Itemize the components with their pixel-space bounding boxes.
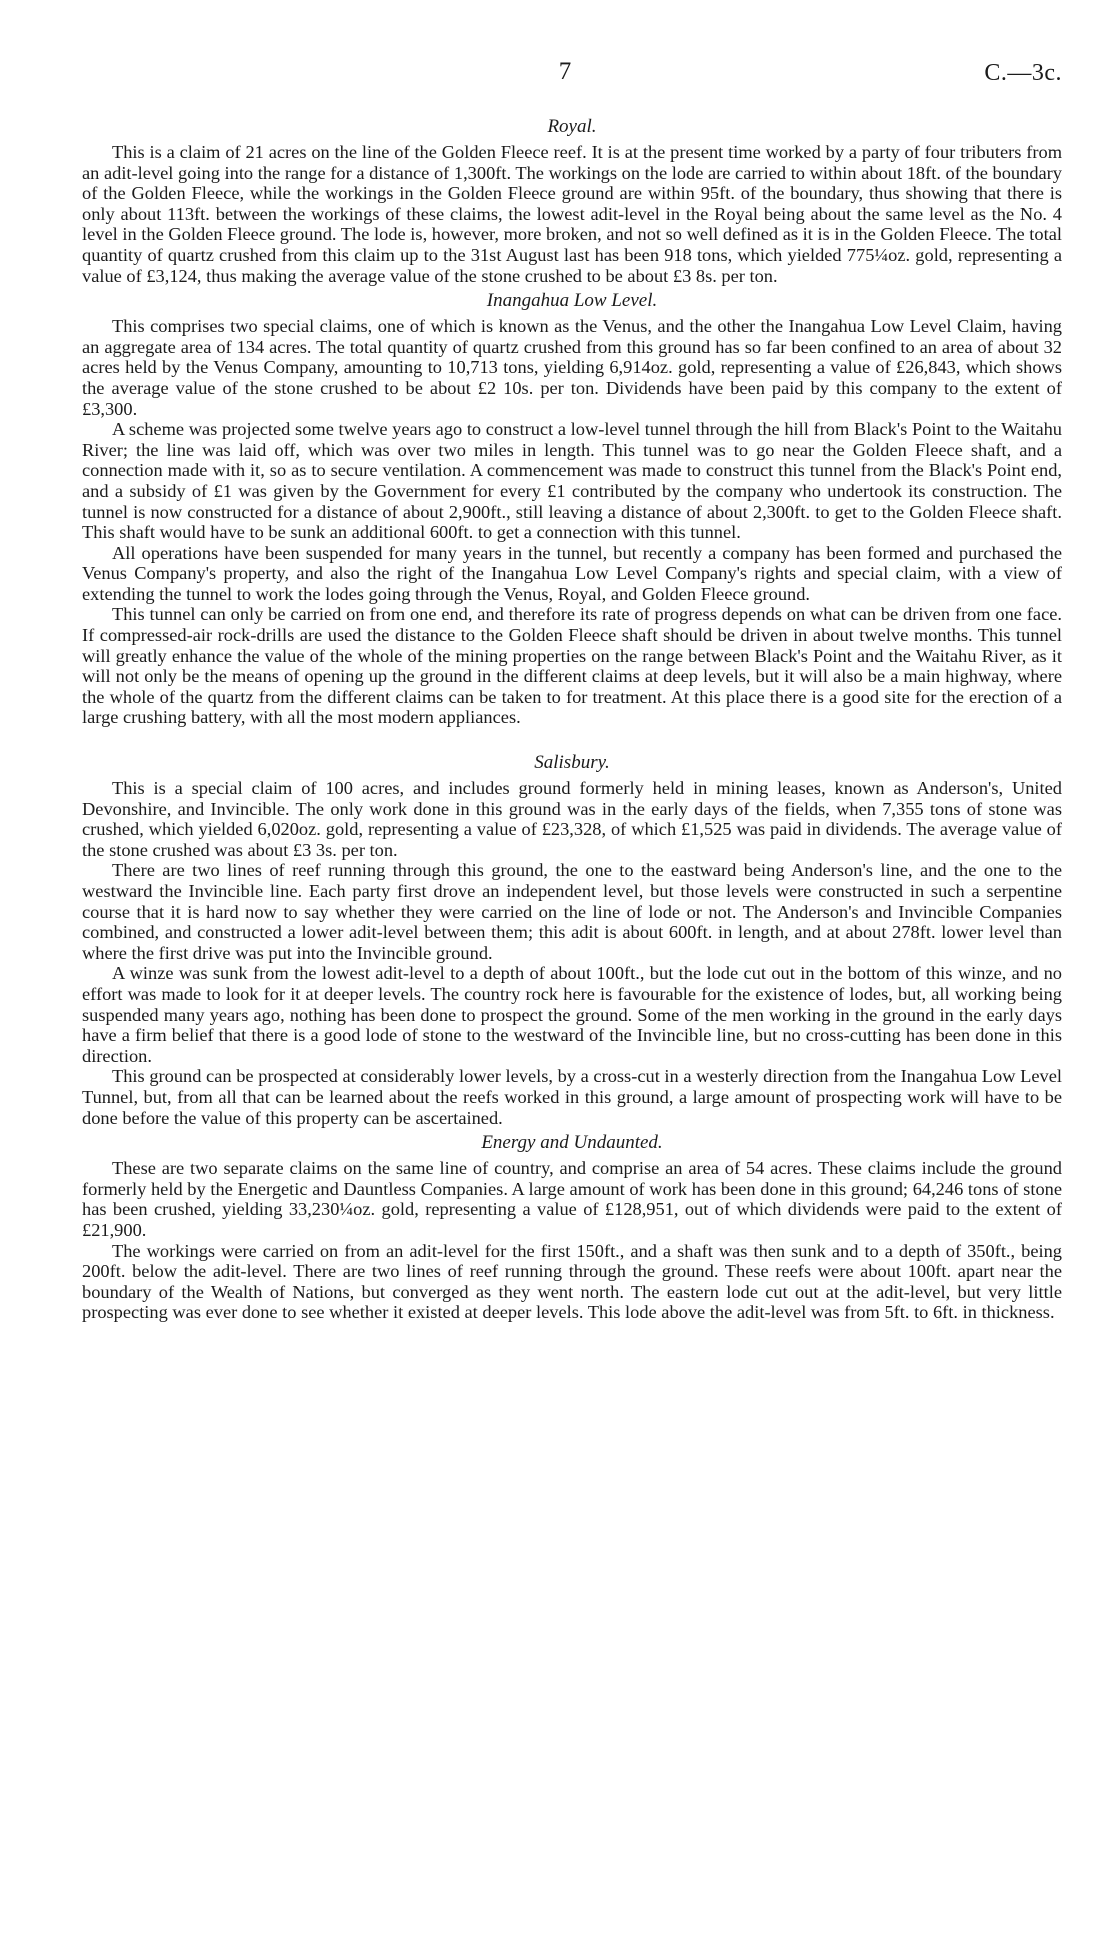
paragraph: There are two lines of reef running through this ground, the one to the eastward being Anderson's line, and the one to the westward the Invincible line. Each party first drove an independent level, but those levels were constructed in such a serpentine course that it is hard now to say whether they were carried on the line of lode or not. The Anderson's and Invincible Companies combined, and constructed a lower adit-level between them; this adit is about 600ft. in length, and at about 278ft. lower level than where the first drive was put into the Invincible ground. [82, 860, 1062, 963]
paragraph: This tunnel can only be carried on from one end, and therefore its rate of progress depends on what can be driven from one face. If compressed-air rock-drills are used the distance to the Golden Fleece shaft should be driven in about twelve months. This tunnel will greatly enhance the value of the whole of the mining properties on the range between Black's Point and the Waitahu River, as it will not only be the means of opening up the ground in the different claims at deep levels, but it will also be a main highway, where the whole of the quartz from the different claims can be taken to for treatment. At this place there is a good site for the erection of a large crushing battery, with all the most modern appliances. [82, 604, 1062, 728]
section-heading: Royal. [547, 116, 597, 137]
paragraph: This comprises two special claims, one of which is known as the Venus, and the other the Inangahua Low Level Claim, having an aggregate area of 134 acres. The total quantity of quartz crushed from this ground has so far been confined to an area of about 32 acres held by the Venus Company, amounting to 10,713 tons, yielding 6,914oz. gold, representing a value of £26,843, which shows the average value of the stone crushed to be about £2 10s. per ton. Dividends have been paid by this company to the extent of £3,300. [82, 316, 1062, 419]
paragraph: These are two separate claims on the same line of country, and comprise an area of 54 acres. These claims include the ground formerly held by the Energetic and Dauntless Companies. A large amount of work has been done in this ground; 64,246 tons of stone has been crushed, yielding 33,230¼oz. gold, representing a value of £128,951, out of which dividends were paid to the extent of £21,900. [82, 1158, 1062, 1240]
paragraph: All operations have been suspended for many years in the tunnel, but recently a company has been formed and purchased the Venus Company's property, and also the right of the Inangahua Low Level Company's rights and special claim, with a view of extending the tunnel to work the lodes going through the Venus, Royal, and Golden Fleece ground. [82, 542, 1062, 604]
paragraph: The workings were carried on from an adit-level for the first 150ft., and a shaft was then sunk and to a depth of 350ft., being 200ft. below the adit-level. There are two lines of reef running through the ground. These reefs were about 100ft. apart near the boundary of the Wealth of Nations, but converged as they went north. The eastern lode cut out at the adit-level, but very little prospecting was ever done to see whether it existed at deeper levels. This lode above the adit-level was from 5ft. to 6ft. in thickness. [82, 1240, 1062, 1323]
section-heading: Salisbury. [534, 752, 610, 774]
paragraph: A scheme was projected some twelve years ago to construct a low-level tunnel through the hill from Black's Point to the Waitahu River; the line was laid off, which was over two miles in length. This tunnel was to go near the Golden Fleece shaft, and a connection made with it, so as to secure ventilation. A commencement was made to construct this tunnel from the Black's Point end, and a subsidy of £1 was given by the Government for every £1 contributed by the company who undertook its construction. The tunnel is now constructed for a distance of about 2,900ft., still leaving a distance of about 2,300ft. to get to the Golden Fleece shaft. This shaft would have to be sunk an additional 600ft. to get a connection with this tunnel. [82, 419, 1062, 543]
section-salisbury [82, 752, 1062, 1128]
paragraph: This is a special claim of 100 acres, and includes ground formerly held in mining leases, known as Anderson's, United Devonshire, and Invincible. The only work done in this ground was in the early days of the fields, when 7,355 tons of stone was crushed, which yielded 6,020oz. gold, representing a value of £23,328, of which £1,525 was paid in dividends. The average value of the stone crushed was about £3 3s. per ton. [82, 778, 1062, 860]
paragraph: A winze was sunk from the lowest adit-level to a depth of about 100ft., but the lode cut out in the bottom of this winze, and no effort was made to look for it at deeper levels. The country rock here is favourable for the existence of lodes, but, all working being suspended many years ago, nothing has been done to prospect the ground. Some of the men working in the ground in the early days have a firm belief that there is a good lode of stone to the westward of the Invincible line, but no cross-cutting has been done in this direction. [82, 963, 1062, 1066]
section-royal [82, 116, 1062, 286]
document-body [82, 112, 1062, 1323]
page-number: 7 [558, 58, 572, 85]
document-code: C.—3c. [984, 60, 1062, 86]
section-heading: Inangahua Low Level. [486, 290, 658, 312]
section-heading: Energy and Undaunted. [481, 1132, 663, 1154]
section-inangahua-low-level [82, 290, 1062, 728]
section-energy-and-undaunted [82, 1132, 1062, 1323]
paragraph: This ground can be prospected at considerably lower levels, by a cross-cut in a westerly direction from the Inangahua Low Level Tunnel, but, from all that can be learned about the reefs worked in this ground, a large amount of prospecting work will have to be done before the value of this property can be ascertained. [82, 1066, 1062, 1128]
paragraph: This is a claim of 21 acres on the line of the Golden Fleece reef. It is at the present time worked by a party of four tributers from an adit-level going into the range for a distance of 1,300ft. The workings on the lode are carried to within about 18ft. of the boundary of the Golden Fleece, while the workings in the Golden Fleece ground are within 95ft. of the boundary, thus showing that there is only about 113ft. between the workings of these claims, the lowest adit-level in the Royal being about the same level as the No. 4 level in the Golden Fleece ground. The lode is, however, more broken, and not so well defined as it is in the Golden Fleece. The total quantity of quartz crushed from this claim up to the 31st August last has been 918 tons, which yielded 775¼oz. gold, representing a value of £3,124, thus making the average value of the stone crushed to be about £3 8s. per ton. [82, 142, 1062, 286]
